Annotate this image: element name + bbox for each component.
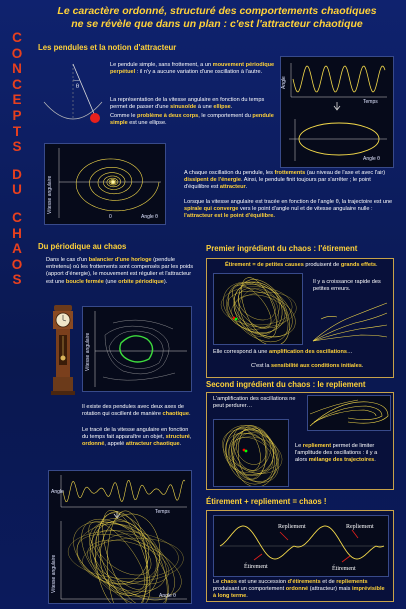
vertical-title <box>6 30 28 288</box>
s1-axis-vitesse: Vitesse angulaire <box>47 175 53 214</box>
chaotic-attractor-curve <box>62 502 190 603</box>
s3-p1-hl: grands effets <box>340 262 376 268</box>
spiral-svg <box>45 144 165 224</box>
main-title <box>34 5 400 31</box>
attractor-loop <box>62 507 178 603</box>
s3-p4a: C'est la <box>251 363 272 369</box>
s4-p2a: Le <box>295 443 303 449</box>
vertical-title-letter: A <box>12 241 22 257</box>
periodic-orbit-plot <box>82 306 192 392</box>
s3-paragraph3 <box>213 349 389 356</box>
fold-top-plot <box>307 395 391 431</box>
s5-paragraph1 <box>213 579 389 601</box>
s1-p2b: à une <box>196 104 214 111</box>
s2-p1-hl3: orbite périodique <box>118 278 164 285</box>
grandfather-clock-icon <box>50 305 76 395</box>
label-repliement-2: Repliement <box>346 524 374 530</box>
fold-attractor-curve <box>214 420 288 486</box>
s1-p2-hl2: ellipse <box>213 104 231 111</box>
s1-p2-hl1: sinusoïde <box>170 104 197 111</box>
s5-p1-hl2: d'étirements <box>287 579 321 585</box>
attractor-loop <box>225 430 280 481</box>
vertical-title-letter: S <box>12 272 22 288</box>
s2-p3-hl1: structuré <box>165 434 190 441</box>
s2-axis-temps: Temps <box>155 509 170 515</box>
attractor-loop <box>224 274 302 344</box>
s4-p2c: . <box>374 457 376 464</box>
s2-p3b: , <box>189 434 192 441</box>
s2-p1d: ). <box>163 278 168 285</box>
label-repliement-1: Repliement <box>278 524 306 530</box>
attractor-loop <box>84 502 181 603</box>
vertical-title-letter: T <box>12 123 22 139</box>
s1-paragraph1 <box>110 62 275 76</box>
s2-p1b: (pendule entretenu) où les frottements sont compensés par les poids (apport d'énergie), le mouvement est régulier et l'attracteur est une <box>46 257 194 285</box>
attractor-loop <box>80 514 155 598</box>
s2-p1c: (une <box>103 278 119 285</box>
s1-p3b: , le comportement du <box>198 113 253 119</box>
s1-p5-hl2: l'attracteur est le point d'équilibre. <box>184 213 275 220</box>
s1-p4d: . <box>245 184 248 191</box>
vertical-title-letter: D <box>12 166 22 182</box>
s1-p4a: A chaque oscillation du pendule, les <box>184 170 275 176</box>
s1-axis-angle-theta: Angle θ <box>141 214 158 220</box>
vertical-title-letter: U <box>12 182 22 198</box>
s1-zero: 0 <box>109 214 112 220</box>
s1-p1b: : il n'y a aucune variation d'une oscillation à l'autre. <box>135 69 263 76</box>
chaotic-attractor-plot <box>48 470 192 604</box>
vertical-title-letter: O <box>11 256 23 272</box>
s5-p1-hl1: chaos <box>220 579 237 585</box>
vertical-title-letter: P <box>12 107 22 123</box>
vertical-title-letter: C <box>12 76 22 92</box>
s2-axis-vitesse: Vitesse angulaire <box>51 554 57 593</box>
s2-p3-hl3: attracteur chaotique <box>125 441 180 448</box>
s1-axis-temps: Temps <box>363 99 378 105</box>
s4-paragraph1: L'amplification des oscillations ne peut perdurer… <box>213 396 296 410</box>
s2-p2a: Il existe des pendules avec deux axes de rotation qui oscillent de manière <box>82 404 184 418</box>
chaotic-attractor-svg <box>49 471 191 603</box>
attractor-loop <box>228 425 266 475</box>
vertical-title-letter: C <box>12 30 22 45</box>
stretch-fold-svg <box>214 516 388 576</box>
vertical-title-letter: C <box>12 209 22 225</box>
s2-p2b: . <box>188 411 191 418</box>
s2-p3c: , appelé <box>104 441 126 448</box>
s1-paragraph4 <box>184 170 394 192</box>
spiral-plot <box>44 143 166 225</box>
stretch-attractor-plot <box>213 273 303 345</box>
theta-label: θ <box>76 84 79 90</box>
s4-paragraph2 <box>295 443 389 465</box>
s2-p1-hl2: boucle fermée <box>65 278 104 285</box>
s5-p1f: . <box>246 593 248 600</box>
s1-p3c: est une ellipse. <box>127 120 167 127</box>
s3-p3a: Elle correspond à une <box>213 349 269 355</box>
stretch-fold-curve <box>220 526 384 559</box>
attractor-loop <box>231 290 291 334</box>
label-etirement-2: Étirement <box>332 566 356 572</box>
s1-p4-hl3: attracteur <box>219 184 246 191</box>
s2-p3-hl2: ordonné <box>82 441 105 448</box>
section4-title: Second ingrédient du chaos : le repliement <box>206 380 366 389</box>
s3-paragraph2: Il y a croissance rapide des petites erreurs. <box>313 279 381 293</box>
s1-p3a: Comme le <box>110 113 138 119</box>
s1-p3-hl1: problème à deux corps <box>137 113 199 119</box>
section2-title: Du périodique au chaos <box>38 242 127 251</box>
s1-p5a: Lorsque la vitesse angulaire est tracée en fonction de l'angle θ, la trajectoire est une <box>184 199 393 205</box>
vertical-title-letter: S <box>12 139 22 155</box>
s1-p1a: Le pendule simple, sans frottement, a un <box>110 62 213 68</box>
s2-axis-angle: Angle <box>51 489 64 495</box>
s2-axis-angle-theta: Angle θ <box>159 593 176 599</box>
s2-p2-hl: chaotique <box>162 411 189 418</box>
s2-p3d: . <box>179 441 182 448</box>
vertical-title-letter: H <box>12 225 22 241</box>
stretch-fold-plot <box>213 515 389 577</box>
s1-p4b: (au niveau de l'axe et avec l'air) <box>305 170 386 176</box>
s5-p1-hl3: repliements <box>336 579 368 585</box>
s4-p2-hl1: repliement <box>302 443 332 449</box>
s5-p1d: produisant un comportement <box>213 586 286 593</box>
s3-p4-hl: sensibilité aux conditions initiales <box>271 363 362 369</box>
sinusoid-curve <box>293 66 385 92</box>
s4-p2-hl2: mélange des trajectoires <box>308 457 375 464</box>
vertical-title-letter: O <box>11 45 23 61</box>
s1-axis-angle: Angle <box>281 76 287 89</box>
s3-paragraph4 <box>251 363 391 370</box>
sinusoid-ellipse-plot <box>280 56 394 168</box>
diverging-trajectories-icon <box>311 297 391 347</box>
s1-p2a: La représentation de la vitesse angulaire en fonction du temps permet de passer d'une <box>110 97 265 111</box>
stretch-attractor-svg <box>214 274 302 344</box>
s1-paragraph2 <box>110 97 275 111</box>
label-etirement-1: Étirement <box>244 564 268 570</box>
s1-p3-hl2: pendule simple <box>110 113 274 127</box>
s3-p3b: … <box>347 349 353 355</box>
fold-top-svg <box>308 396 390 430</box>
spiral-curve <box>76 159 159 211</box>
s3-p4b: . <box>361 363 364 369</box>
s2-p3a: Le tracé de la vitesse angulaire en fonction du temps fait apparaître un objet, <box>82 427 189 441</box>
sinusoid-ellipse-svg <box>281 57 393 167</box>
main-title-line1: Le caractère ordonné, structuré des comportements chaotiques <box>57 5 377 17</box>
s3-p3-hl: amplification des oscillations <box>268 349 348 355</box>
vertical-title-letter: N <box>12 61 22 77</box>
s1-p4c: . Ainsi, le pendule finit toujours par s'arrêter ; le point d'équilibre est <box>184 177 371 191</box>
section1-title: Les pendules et la notion d'attracteur <box>38 43 177 52</box>
chaotic-signal-curve <box>63 480 185 502</box>
s3-p1a: Étirement = de petites causes <box>225 262 304 268</box>
s3-p1c: . <box>375 262 378 268</box>
fold-attractor-svg <box>214 420 288 486</box>
s5-p1b: est une succession <box>236 579 288 585</box>
s3-p1b: produisent de <box>303 262 341 268</box>
s4-p2b: permet de limiter l'amplitude des oscillations : il y a alors <box>295 443 378 464</box>
s1-p2c: . <box>230 104 233 111</box>
fold-attractor-plot <box>213 419 289 487</box>
s3-paragraph1 <box>225 262 385 269</box>
s2-paragraph2 <box>82 404 194 418</box>
s2-paragraph3 <box>82 427 194 449</box>
s1-p5-hl1: spirale qui converge <box>184 206 239 213</box>
stretch-attractor-curve <box>215 274 302 344</box>
attractor-loop <box>221 282 302 344</box>
s5-p1-hl5: imprévisible à long terme <box>213 586 385 600</box>
periodic-orbit-svg <box>83 307 191 391</box>
s1-paragraph5 <box>184 199 394 221</box>
s5-p1-hl4: ordonné <box>285 586 309 593</box>
s2-p1-hl1: balancier d'une horloge <box>88 257 152 263</box>
section5-title: Étirement + repliement = chaos ! <box>206 497 327 506</box>
fold-box <box>206 392 394 490</box>
s2-paragraph1 <box>46 257 196 286</box>
s1-p4-hl2: dissipent de l'énergie <box>184 177 241 184</box>
s2-p1a: Dans le cas d'un <box>46 257 89 263</box>
s1-p4-hl1: frottements <box>274 170 306 176</box>
s1-axis-angle-theta-top: Angle θ <box>363 156 380 162</box>
s5-p1c: et de <box>320 579 337 585</box>
s5-p1e: (attracteur) mais <box>308 586 352 593</box>
s2-axis-vitesse-top: Vitesse angulaire <box>85 332 91 371</box>
s5-p1a: Le <box>213 579 221 585</box>
periodic-orbit-curve <box>120 336 153 362</box>
chaos-box <box>206 510 394 602</box>
main-title-line2: ne se révèle que dans un plan : c'est l'attracteur chaotique <box>71 18 363 30</box>
s1-p1-hl: mouvement périodique perpétuel <box>110 62 275 76</box>
vertical-title-letter: E <box>12 92 22 108</box>
s1-p5b: vers le point d'angle nul et de vitesse angulaire nulle : <box>238 206 373 213</box>
s1-paragraph3 <box>110 113 275 127</box>
stretch-box <box>206 258 394 378</box>
section3-title: Premier ingrédient du chaos : l'étirement <box>206 244 358 253</box>
pendulum-diagram <box>38 58 108 138</box>
